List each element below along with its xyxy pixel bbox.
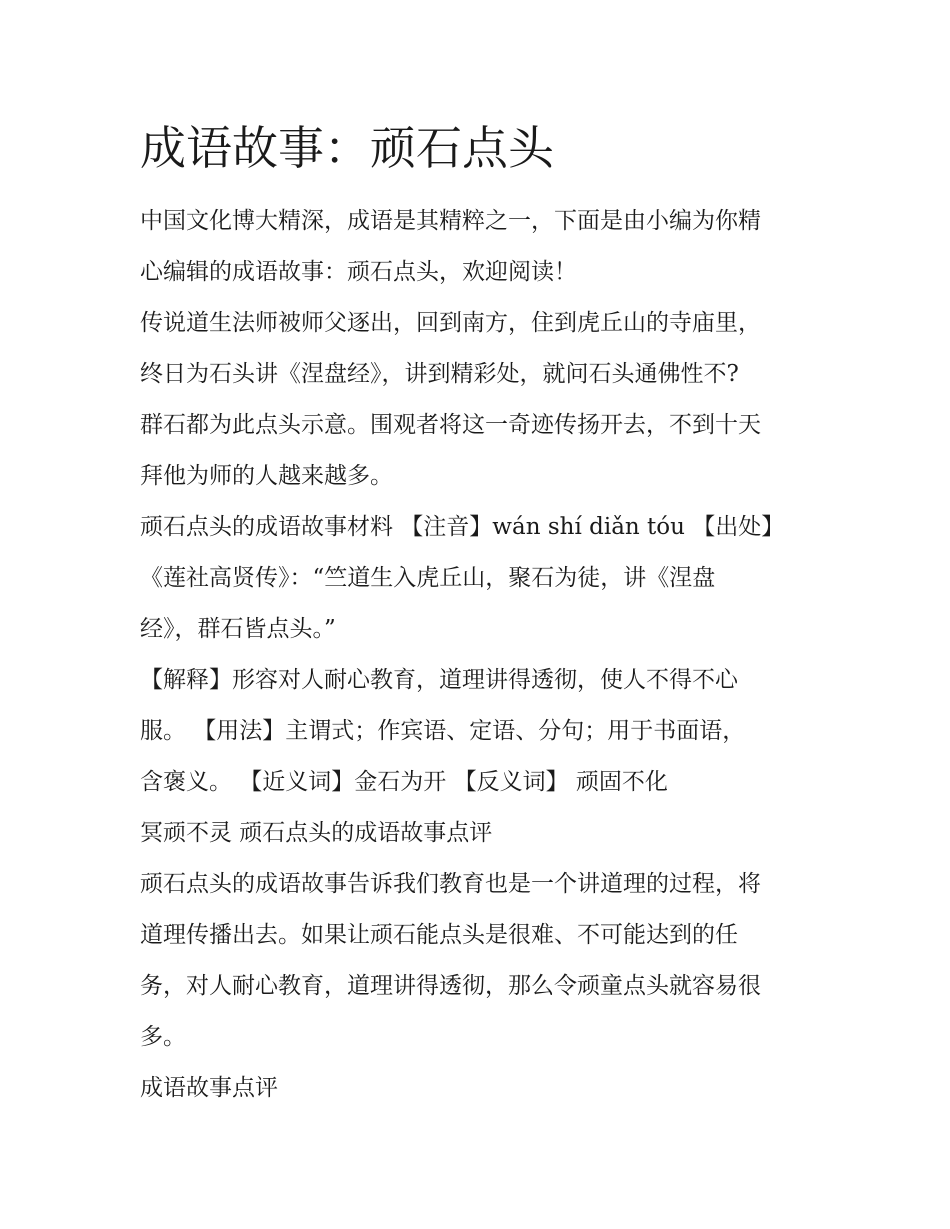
body-line-16: 务，对人耐心教育，道理讲得透彻，那么令顽童点头就容易很 bbox=[140, 973, 761, 999]
body-line-15: 道理传播出去。如果让顽石能点头是很难、不可能达到的任 bbox=[140, 922, 738, 948]
body-line-9: 经》，群石皆点头。” bbox=[140, 616, 336, 642]
body-line-12: 含褒义。 【近义词】金石为开 【反义词】 顽固不化 bbox=[140, 769, 668, 795]
body-line-10: 【解释】形容对人耐心教育，道理讲得透彻，使人不得不心 bbox=[140, 667, 738, 693]
body-line-3: 传说道生法师被师父逐出，回到南方，住到虎丘山的寺庙里， bbox=[140, 310, 761, 336]
body-line-17: 多。 bbox=[140, 1024, 186, 1050]
body-line-14: 顽石点头的成语故事告诉我们教育也是一个讲道理的过程，将 bbox=[140, 871, 761, 897]
page-title: 成语故事：顽石点头 bbox=[140, 121, 554, 175]
body-line-11: 服。 【用法】主谓式；作宾语、定语、分句；用于书面语， bbox=[140, 718, 746, 744]
body-line-1: 中国文化博大精深，成语是其精粹之一，下面是由小编为你精 bbox=[140, 208, 761, 234]
body-line-4: 终日为石头讲《涅盘经》，讲到精彩处，就问石头通佛性不? bbox=[140, 361, 739, 387]
body-line-7: 顽石点头的成语故事材料 【注音】wán shí diǎn tóu 【出处】 bbox=[140, 514, 785, 540]
body-line-5: 群石都为此点头示意。围观者将这一奇迹传扬开去，不到十天 bbox=[140, 412, 761, 438]
body-line-2: 心编辑的成语故事：顽石点头，欢迎阅读！ bbox=[140, 259, 577, 285]
body-line-18: 成语故事点评 bbox=[140, 1075, 278, 1101]
body-line-6: 拜他为师的人越来越多。 bbox=[140, 463, 393, 489]
body-line-13: 冥顽不灵 顽石点头的成语故事点评 bbox=[140, 820, 493, 846]
body-line-8: 《莲社高贤传》：“竺道生入虎丘山，聚石为徒，讲《涅盘 bbox=[140, 565, 716, 591]
